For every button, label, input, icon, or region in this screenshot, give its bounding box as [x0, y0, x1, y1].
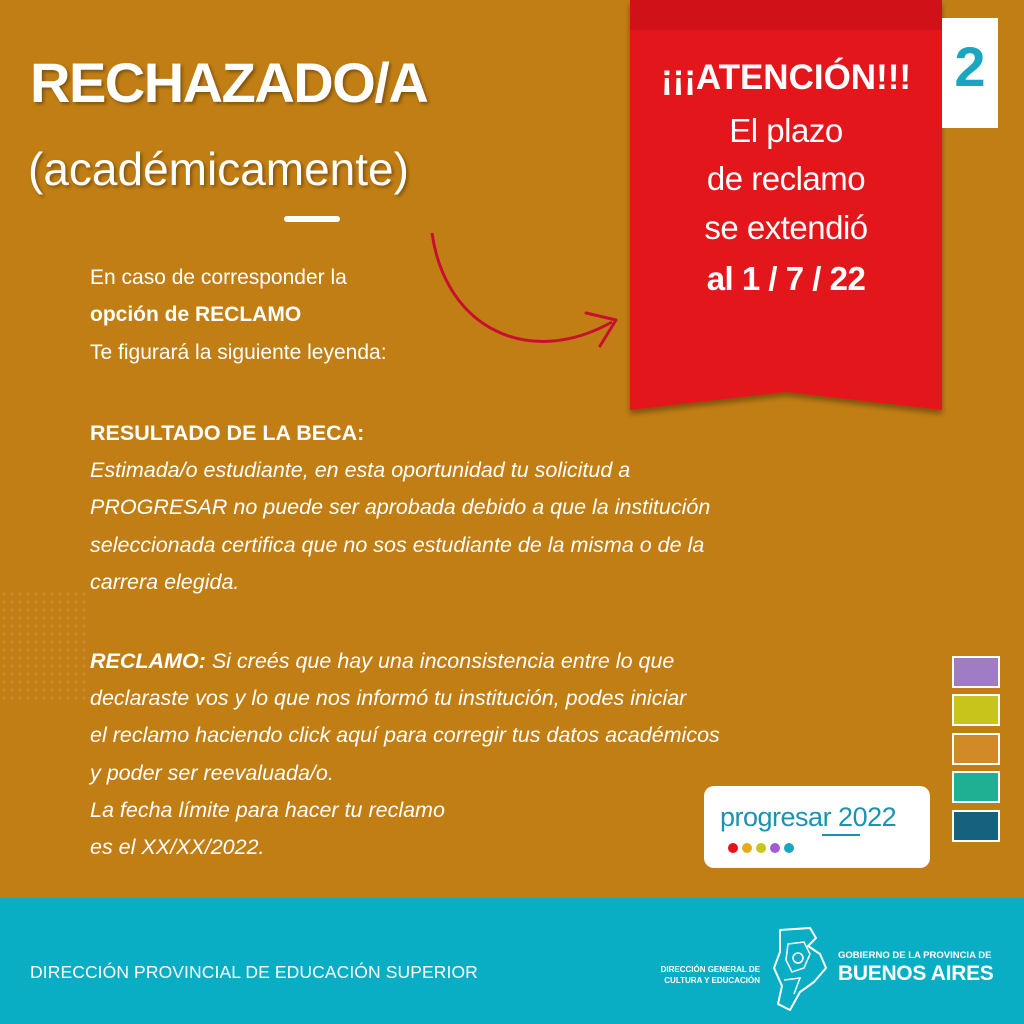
logo-dot [756, 843, 766, 853]
logo-dot [742, 843, 752, 853]
footer-department: DIRECCIÓN PROVINCIAL DE EDUCACIÓN SUPERIOR [30, 962, 478, 982]
logo-dot [784, 843, 794, 853]
swatch-green [952, 771, 1000, 803]
reclamo-link-line[interactable]: el reclamo haciendo click aquí para corregir tus datos académicos [90, 723, 720, 747]
reclamo-line: declaraste vos y lo que nos informó tu institución, podes iniciar [90, 686, 687, 710]
footer-dgce [652, 964, 760, 986]
ribbon-line: de reclamo [706, 160, 866, 197]
intro-line-3: Te figurará la siguiente leyenda: [90, 341, 387, 364]
swatch-yellow [952, 694, 1000, 726]
intro-line-2: opción de RECLAMO [90, 303, 302, 326]
page-subtitle: (académicamente) [28, 143, 409, 195]
page-number: 2 [954, 35, 986, 98]
logo-wordmark: progresar 2022 [720, 802, 897, 832]
resultado-line: seleccionada certifica que no sos estudiante de la misma o de la [90, 533, 705, 557]
progresar-logo [704, 786, 930, 868]
swatch-blue [952, 810, 1000, 842]
reclamo-line: y poder ser reevaluada/o. [90, 761, 334, 785]
swatch-purple [952, 656, 1000, 688]
resultado-heading: RESULTADO DE LA BECA: [90, 421, 365, 445]
gob-line-1: GOBIERNO DE LA PROVINCIA DE [838, 950, 992, 961]
intro-line-1: En caso de corresponder la [90, 266, 347, 289]
ribbon-line: se extendió [704, 209, 868, 246]
logo-dot [770, 843, 780, 853]
page-title: RECHAZADO/A [30, 51, 428, 114]
gob-line-2: BUENOS AIRES [838, 962, 994, 985]
footer-bar [0, 898, 1024, 1024]
logo-underline [822, 834, 860, 836]
resultado-line: carrera elegida. [90, 570, 240, 594]
reclamo-text: Si creés que hay una inconsistencia entre lo que [205, 649, 675, 673]
ribbon-line: El plazo [729, 112, 843, 149]
ribbon-date: al 1 / 7 / 22 [706, 260, 866, 297]
dgce-line-1: DIRECCIÓN GENERAL DE [660, 965, 760, 974]
reclamo-line: La fecha límite para hacer tu reclamo [90, 798, 445, 822]
dgce-line-2: CULTURA Y EDUCACIÓN [664, 976, 760, 985]
province-map-icon [770, 924, 832, 1014]
logo-dot [728, 843, 738, 853]
page-number-badge [942, 18, 998, 128]
ribbon-heading: ¡¡¡ATENCIÓN!!! [660, 58, 912, 97]
swatch-orange [952, 733, 1000, 765]
resultado-line: PROGRESAR no puede ser aprobada debido a que la institución [90, 495, 711, 519]
resultado-line: Estimada/o estudiante, en esta oportunidad tu solicitud a [90, 458, 631, 482]
reclamo-label: RECLAMO: [90, 649, 206, 673]
reclamo-line: es el XX/XX/2022. [90, 835, 265, 859]
reclamo-first-line [90, 649, 674, 674]
